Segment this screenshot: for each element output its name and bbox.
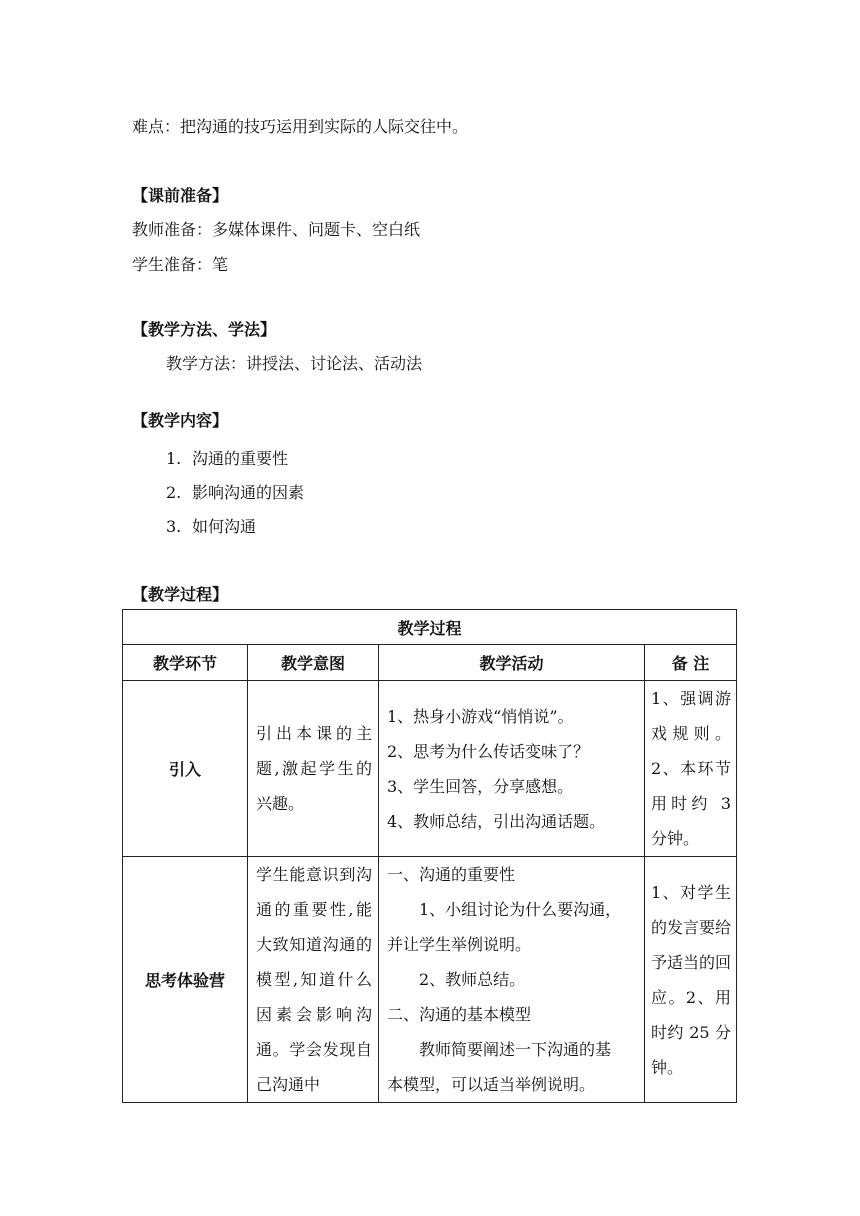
- process-table: [122, 609, 737, 1103]
- activity-line: 2、教师总结。: [419, 970, 526, 989]
- intent-text: 学生能意识到沟通的重要性,能大致知道沟通的模型,知道什么因素会影响沟通。学会发现自己沟通中: [256, 865, 372, 1094]
- intent-cell: [248, 681, 379, 857]
- activity-line: 一、沟通的重要性: [387, 865, 516, 884]
- list-item-text: 沟通的重要性: [192, 449, 289, 468]
- activity-line: 教师简要阐述一下沟通的基: [419, 1040, 612, 1059]
- table-title: 教学过程: [123, 610, 737, 645]
- list-number: 1.: [166, 449, 182, 468]
- content-list-item: [166, 516, 256, 538]
- column-header-note: 备 注: [645, 645, 737, 681]
- student-prep-text: 学生准备：笔: [132, 255, 229, 274]
- table-row: [123, 857, 737, 1103]
- prep-heading: 【课前准备】: [132, 186, 229, 205]
- difficulty-text: 难点：把沟通的技巧运用到实际的人际交往中。: [132, 117, 469, 136]
- stage-cell: 思考体验营: [123, 857, 248, 1103]
- activity-line: 1、热身小游戏“悄悄说”。: [387, 706, 574, 726]
- process-heading: 【教学过程】: [132, 585, 229, 604]
- activity-line: 2、思考为什么传话变味了？: [387, 741, 590, 761]
- teacher-prep-text: 教师准备：多媒体课件、问题卡、空白纸: [132, 220, 421, 239]
- note-cell: [645, 857, 737, 1103]
- content-list-item: [166, 448, 288, 470]
- list-item-text: 如何沟通: [192, 517, 257, 536]
- activity-line: 并让学生举例说明。: [387, 935, 532, 954]
- activity-line: 3、学生回答，分享感想。: [387, 776, 574, 796]
- stage-cell: 引入: [123, 681, 248, 857]
- activity-cell: [379, 681, 645, 857]
- activity-list: [379, 699, 644, 839]
- intent-cell: [248, 857, 379, 1103]
- table-header-row: [123, 645, 737, 681]
- activity-line: 本模型，可以适当举例说明。: [387, 1075, 596, 1094]
- list-number: 3.: [166, 517, 182, 536]
- list-number: 2.: [166, 483, 182, 502]
- note-text: 1、强调游戏规则。2、本环节用时约 3 分钟。: [651, 689, 732, 848]
- activity-line: 二、沟通的基本模型: [387, 1005, 532, 1024]
- intent-text: 引出本课的主题,激起学生的兴趣。: [256, 724, 372, 813]
- note-text: 1、对学生的发言要给予适当的回应。2、用时约 25 分钟。: [651, 882, 732, 1077]
- column-header-stage: 教学环节: [123, 645, 248, 681]
- column-header-intent: 教学意图: [248, 645, 379, 681]
- table-title-row: [123, 610, 737, 645]
- list-item-text: 影响沟通的因素: [192, 483, 305, 502]
- methods-heading: 【教学方法、学法】: [132, 320, 277, 339]
- methods-text: 教学方法：讲授法、讨论法、活动法: [166, 354, 423, 373]
- activity-list: [379, 857, 644, 1102]
- content-heading: 【教学内容】: [132, 411, 229, 430]
- activity-line: 4、教师总结，引出沟通话题。: [387, 811, 606, 831]
- activity-line: 1、小组讨论为什么要沟通，: [419, 900, 622, 919]
- column-header-activity: 教学活动: [379, 645, 645, 681]
- note-cell: [645, 681, 737, 857]
- table-row: [123, 681, 737, 857]
- content-list-item: [166, 482, 304, 504]
- activity-cell: [379, 857, 645, 1103]
